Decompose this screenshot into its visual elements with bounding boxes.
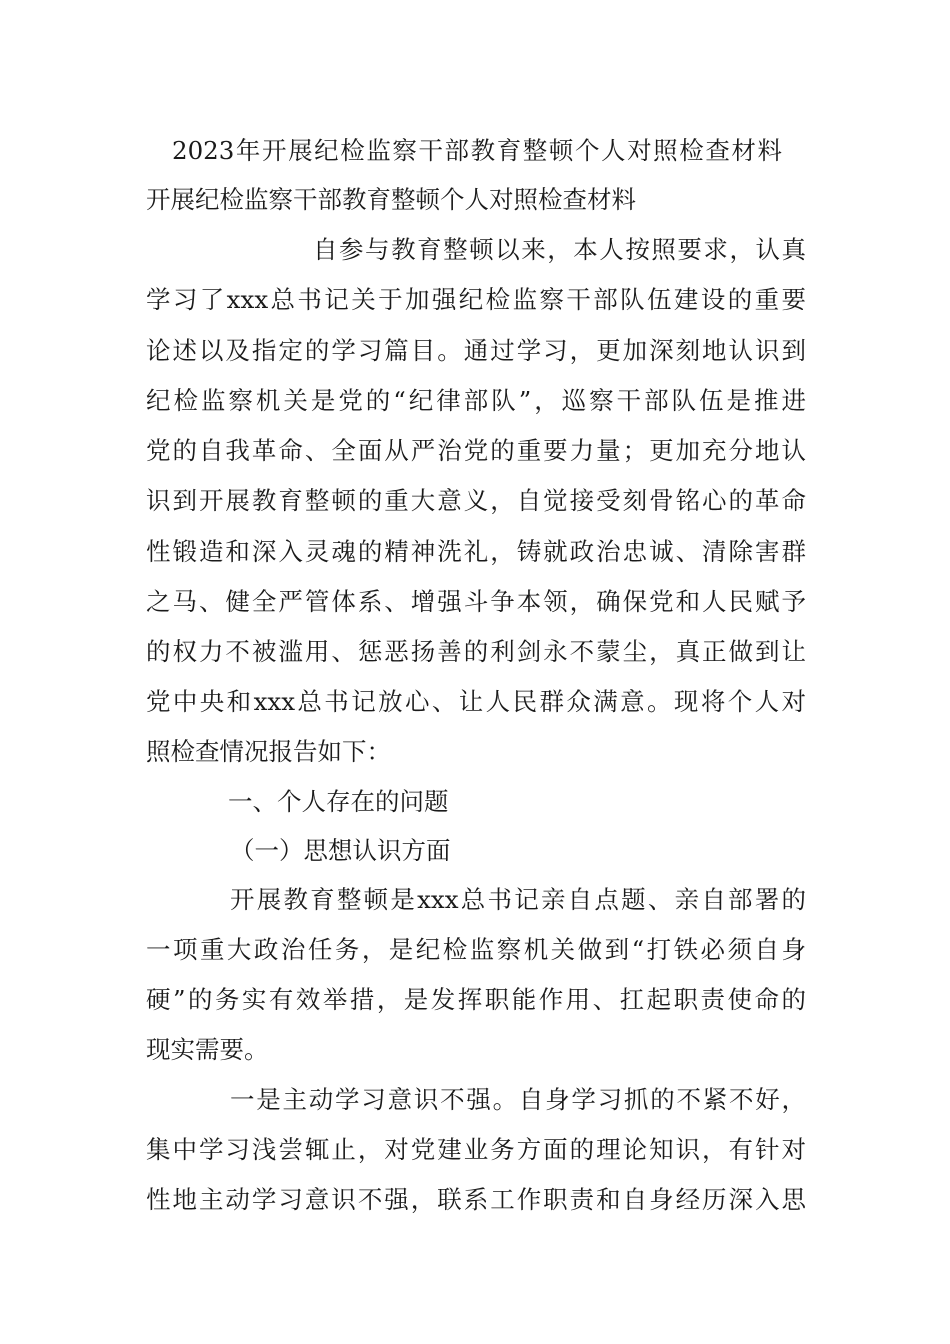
paragraph-line: 一项重大政治任务，是纪检监察机关做到“打铁必须自身 (146, 935, 806, 964)
paragraph-line: 开展教育整顿是xxx总书记亲自点题、亲自部署的 (230, 885, 806, 914)
section-heading: 一、个人存在的问题 (228, 787, 449, 816)
paragraph-line: 性地主动学习意识不强，联系工作职责和自身经历深入思 (146, 1185, 806, 1214)
document-subtitle: 开展纪检监察干部教育整顿个人对照检查材料 (146, 185, 636, 214)
paragraph-line: 自参与教育整顿以来，本人按照要求，认真 (313, 235, 806, 264)
paragraph-line: 之马、健全严管体系、增强斗争本领，确保党和人民赋予 (146, 587, 806, 616)
paragraph-line: 集中学习浅尝辄止，对党建业务方面的理论知识，有针对 (146, 1135, 806, 1164)
paragraph-line: 党的自我革命、全面从严治党的重要力量；更加充分地认 (146, 436, 806, 465)
paragraph-line: 一是主动学习意识不强。自身学习抓的不紧不好， (230, 1085, 806, 1114)
paragraph-line: 的权力不被滥用、惩恶扬善的利剑永不蒙尘，真正做到让 (146, 637, 806, 666)
paragraph-line: 论述以及指定的学习篇目。通过学习，更加深刻地认识到 (146, 336, 806, 365)
paragraph-line: 性锻造和深入灵魂的精神洗礼，铸就政治忠诚、清除害群 (146, 537, 806, 566)
paragraph-line: 学习了xxx总书记关于加强纪检监察干部队伍建设的重要 (146, 285, 806, 314)
paragraph-line: 硬”的务实有效举措，是发挥职能作用、扛起职责使命的 (146, 985, 806, 1014)
paragraph-line: 照检查情况报告如下： (146, 737, 391, 766)
paragraph-line: 现实需要。 (146, 1035, 269, 1064)
document-title: 2023年开展纪检监察干部教育整顿个人对照检查材料 (172, 136, 782, 165)
paragraph-line: 纪检监察机关是党的“纪律部队”，巡察干部队伍是推进 (146, 386, 806, 415)
paragraph-line: 识到开展教育整顿的重大意义，自觉接受刻骨铭心的革命 (146, 486, 806, 515)
subsection-heading: （一）思想认识方面 (230, 836, 451, 865)
paragraph-line: 党中央和xxx总书记放心、让人民群众满意。现将个人对 (146, 687, 806, 716)
